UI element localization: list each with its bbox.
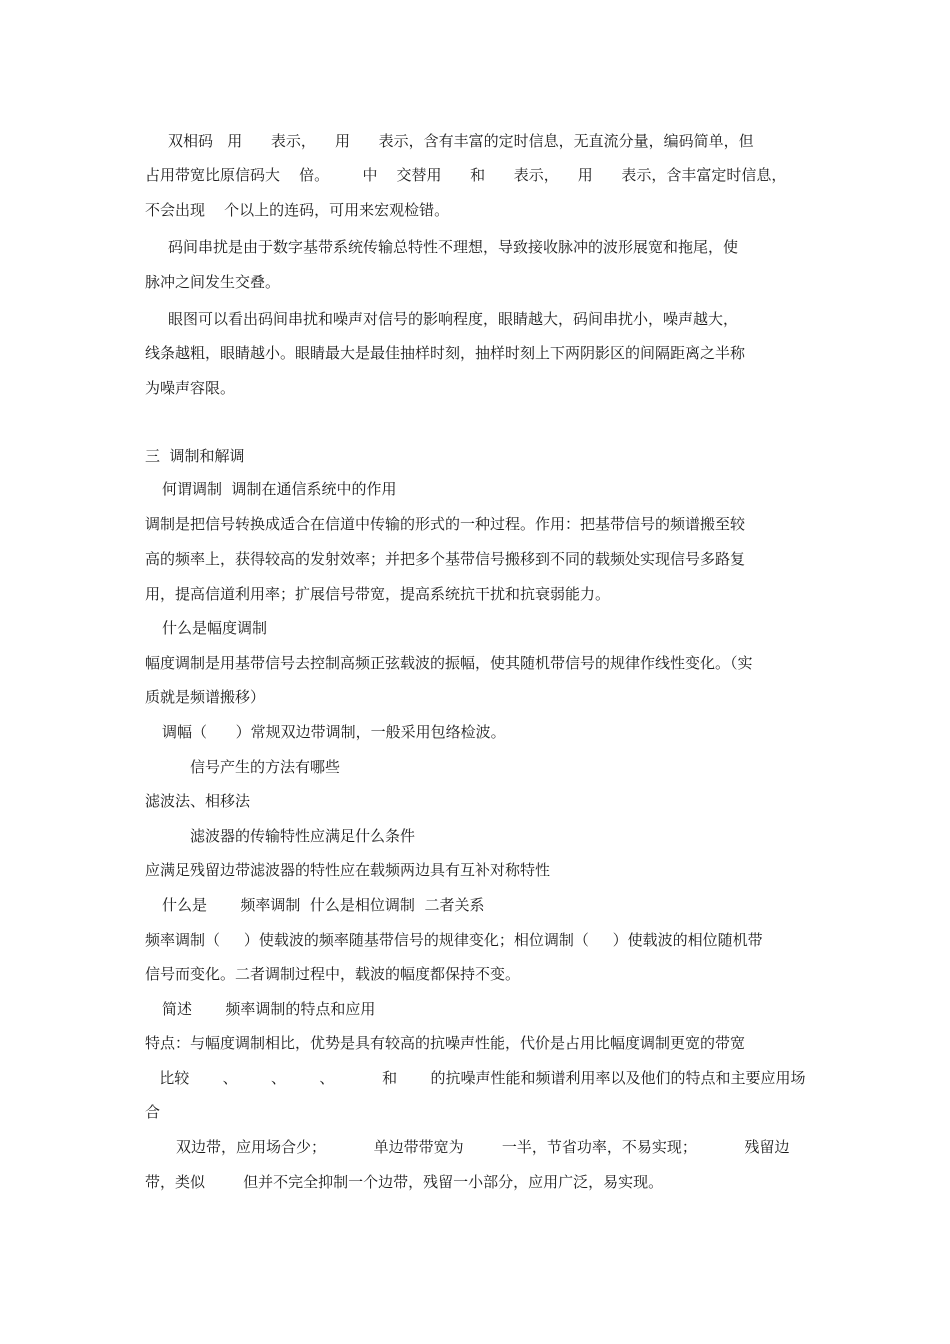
question-1: 何谓调制 调制在通信系统中的作用 xyxy=(162,480,397,498)
answer-3: 滤波法、相移法 xyxy=(145,792,251,810)
answer-5-line-2: 信号而变化。二者调制过程中，载波的幅度都保持不变。 xyxy=(145,965,521,983)
p3-line-2: 线条越粗，眼睛越小。眼睛最大是最佳抽样时刻，抽样时刻上下两阴影区的间隔距离之半称 xyxy=(145,344,746,362)
answer-5-line-1: 频率调制（ ）使载波的频率随基带信号的规律变化；相位调制（ ）使载波的相位随机带 xyxy=(145,931,763,949)
answer-4: 应满足残留边带滤波器的特性应在载频两边具有互补对称特性 xyxy=(145,861,551,879)
answer-1-line-3: 用，提高信道利用率；扩展信号带宽，提高系统抗干扰和抗衰弱能力。 xyxy=(145,585,611,603)
question-4: 滤波器的传输特性应满足什么条件 xyxy=(190,827,416,845)
p1-line-1: 双相码 用 表示， 用 表示，含有丰富的定时信息，无直流分量，编码简单，但 xyxy=(168,132,754,150)
answer-6-line-1: 特点：与幅度调制相比，优势是具有较高的抗噪声性能，代价是占用比幅度调制更宽的带宽 xyxy=(145,1034,746,1052)
answer-6-line-2: 比较 、 、 、 和 的抗噪声性能和频谱利用率以及他们的特点和主要应用场 xyxy=(145,1069,806,1087)
answer-1-line-1: 调制是把信号转换成适合在信道中传输的形式的一种过程。作用：把基带信号的频谱搬至较 xyxy=(145,515,746,533)
p1-line-3: 不会出现 个以上的连码，可用来宏观检错。 xyxy=(145,201,450,219)
p2-line-1: 码间串扰是由于数字基带系统传输总特性不理想，导致接收脉冲的波形展宽和拖尾，使 xyxy=(168,238,739,256)
question-2: 什么是幅度调制 xyxy=(162,619,268,637)
answer-7-line-2: 带，类似 但并不完全抑制一个边带，残留一小部分，应用广泛，易实现。 xyxy=(145,1173,664,1191)
question-6: 简述 频率调制的特点和应用 xyxy=(162,1000,376,1018)
answer-1-line-2: 高的频率上，获得较高的发射效率；并把多个基带信号搬移到不同的载频处实现信号多路复 xyxy=(145,550,746,568)
answer-2-extra: 调幅（ ）常规双边带调制，一般采用包络检波。 xyxy=(162,723,506,741)
answer-2-line-2: 质就是频谱搬移） xyxy=(145,688,266,706)
section-heading: 三 调制和解调 xyxy=(145,447,245,465)
p1-line-2: 占用带宽比原信码大 倍。 中 交替用 和 表示， 用 表示，含丰富定时信息， xyxy=(145,166,787,184)
answer-6-line-3: 合 xyxy=(145,1103,161,1121)
question-3: 信号产生的方法有哪些 xyxy=(190,758,341,776)
question-5: 什么是 频率调制 什么是相位调制 二者关系 xyxy=(162,896,485,914)
answer-2-line-1: 幅度调制是用基带信号去控制高频正弦载波的振幅，使其随机带信号的规律作线性变化。（实 xyxy=(145,654,753,672)
p2-line-2: 脉冲之间发生交叠。 xyxy=(145,273,281,291)
p3-line-3: 为噪声容限。 xyxy=(145,379,236,397)
answer-7-line-1: 双边带，应用场合少； 单边带带宽为 一半，节省功率，不易实现； 残留边 xyxy=(176,1138,790,1156)
p3-line-1: 眼图可以看出码间串扰和噪声对信号的影响程度，眼睛越大，码间串扰小，噪声越大， xyxy=(168,310,739,328)
